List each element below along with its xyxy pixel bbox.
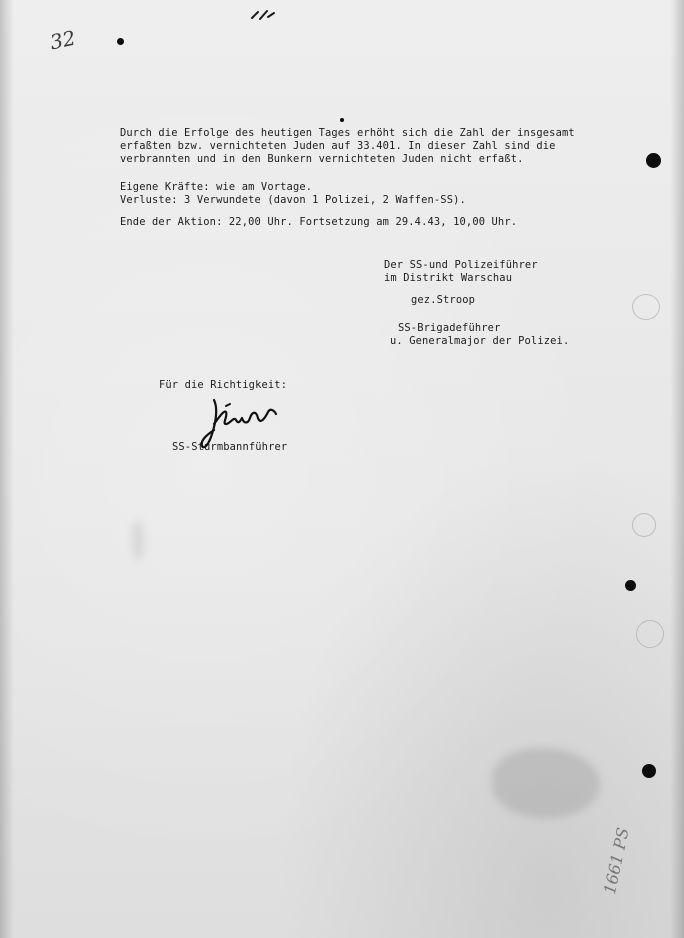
sender-rank-1: SS-Brigadeführer (398, 322, 501, 334)
punch-hole (642, 764, 656, 778)
punch-hole (625, 580, 636, 591)
sender-title-line-2: im Distrikt Warschau (384, 272, 513, 284)
losses-line: Verluste: 3 Verwundete (davon 1 Polizei, 2 Waffen-SS). (120, 194, 466, 206)
action-end-line: Ende der Aktion: 22,00 Uhr. Fortsetzung am 29.4.43, 10,00 Uhr. (120, 216, 518, 228)
own-forces-line: Eigene Kräfte: wie am Vortage. (120, 181, 313, 193)
paper-stain (492, 748, 600, 818)
faint-hole-ring (632, 513, 656, 537)
certification-rank: SS-Sturmbannführer (172, 441, 288, 453)
right-edge-shade (670, 0, 684, 938)
ink-dot (340, 118, 344, 122)
faint-hole-ring (636, 620, 664, 648)
punch-hole (646, 153, 661, 168)
archive-note: 1661 PS (600, 825, 633, 896)
left-edge-shade (0, 0, 14, 938)
body-line-3: verbrannten und in den Bunkern vernichteten Juden nicht erfaßt. (120, 153, 524, 165)
signed-by: gez.Stroop (411, 294, 476, 306)
top-scribble-mark (250, 8, 276, 22)
corner-page-mark: 32 (47, 25, 78, 55)
certification-label: Für die Richtigkeit: (159, 379, 288, 391)
paper-stain (132, 520, 144, 560)
body-line-1: Durch die Erfolge des heutigen Tages erhöht sich die Zahl der insgesamt (120, 127, 575, 139)
sender-rank-2: u. Generalmajor der Polizei. (390, 335, 570, 347)
sender-title-line-1: Der SS-und Polizeiführer (384, 259, 538, 271)
ink-dot (117, 38, 124, 45)
faint-hole-ring (632, 294, 660, 320)
body-line-2: erfaßten bzw. vernichteten Juden auf 33.401. In dieser Zahl sind die (120, 140, 556, 152)
